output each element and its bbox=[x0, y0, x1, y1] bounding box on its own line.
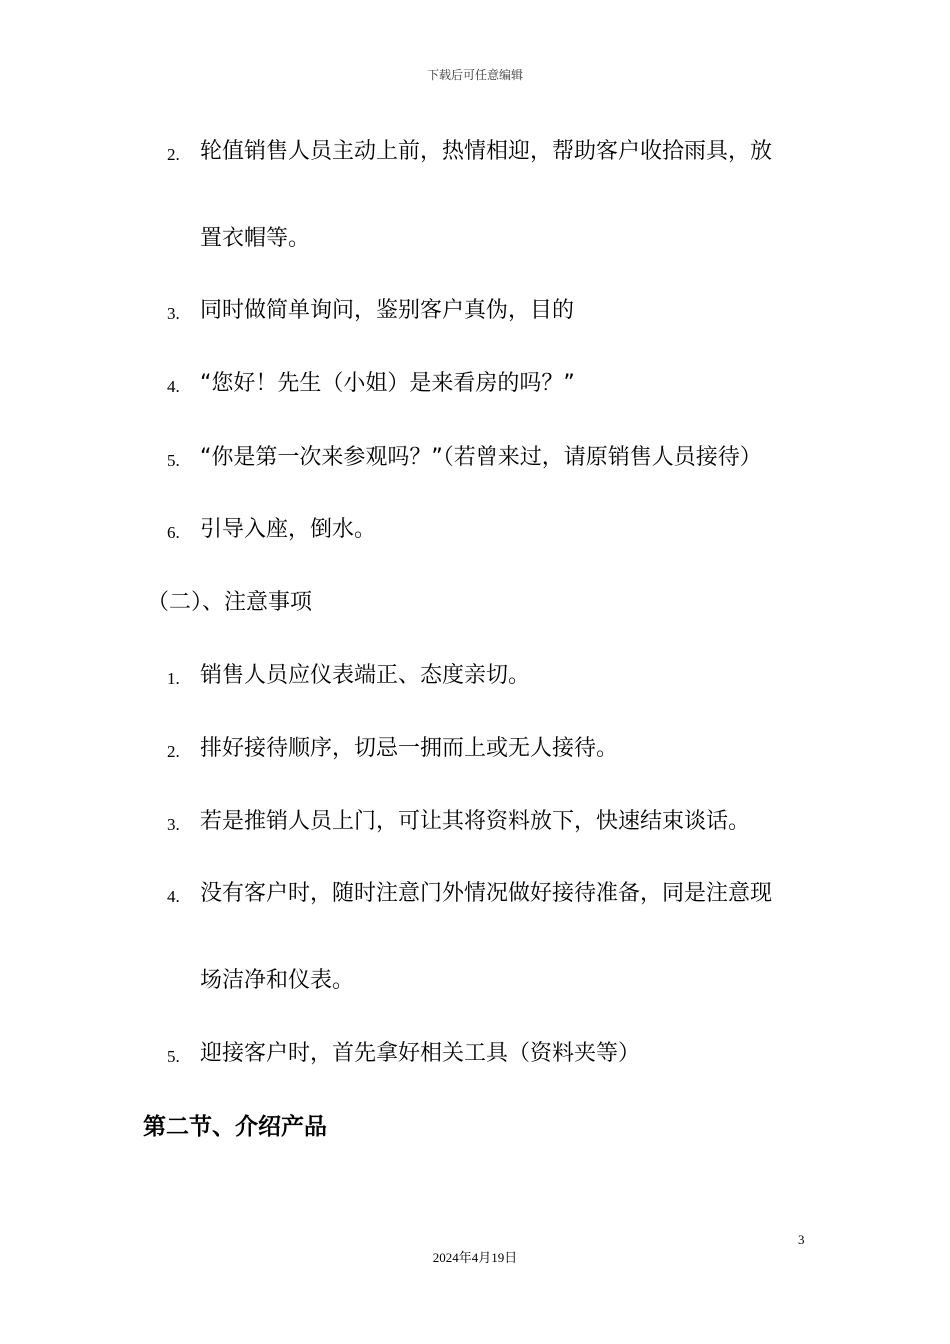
list-item-text: “您好！先生（小姐）是来看房的吗？” bbox=[200, 371, 575, 396]
list-item-number: 6. bbox=[167, 523, 180, 542]
list-item-continuation: 置衣帽等。 bbox=[200, 226, 311, 251]
list-item bbox=[0, 441, 950, 481]
list-item-number: 5. bbox=[167, 1047, 180, 1066]
list-item-number: 2. bbox=[167, 742, 180, 761]
list-item-text: 若是推销人员上门，可让其将资料放下，快速结束谈话。 bbox=[200, 809, 751, 834]
page-header: 下载后可任意编辑 bbox=[426, 68, 523, 82]
list-item-text: 没有客户时，随时注意门外情况做好接待准备，同是注意现 bbox=[200, 881, 773, 906]
list-item bbox=[0, 367, 950, 407]
page-number: 3 bbox=[798, 1232, 805, 1247]
list-item bbox=[0, 659, 950, 699]
list-item bbox=[0, 732, 950, 772]
list-item-number: 4. bbox=[167, 377, 180, 396]
list-item-number: 3. bbox=[167, 815, 180, 834]
list-item-number: 5. bbox=[167, 451, 180, 470]
list-item bbox=[0, 294, 950, 334]
list-item-number: 4. bbox=[167, 887, 180, 906]
list-item-text: 同时做简单询问，鉴别客户真伪，目的 bbox=[200, 298, 575, 323]
list-item-text: 引导入座，倒水。 bbox=[200, 517, 377, 542]
list-item bbox=[0, 513, 950, 553]
list-item-text: “你是第一次来参观吗？”（若曾来过，请原销售人员接待） bbox=[200, 445, 762, 470]
list-item-number: 2. bbox=[167, 145, 180, 164]
list-item-text: 轮值销售人员主动上前，热情相迎，帮助客户收拾雨具，放 bbox=[200, 139, 773, 164]
section-heading: 第二节、介绍产品 bbox=[143, 1114, 327, 1140]
list-item bbox=[0, 805, 950, 845]
list-item-text: 迎接客户时，首先拿好相关工具（资料夹等） bbox=[200, 1041, 641, 1066]
list-item bbox=[0, 135, 950, 175]
list-item bbox=[0, 877, 950, 917]
subheading: （二）、注意事项 bbox=[147, 590, 313, 615]
list-item bbox=[0, 1037, 950, 1077]
list-item-continuation: 场洁净和仪表。 bbox=[200, 968, 355, 993]
list-item-number: 3. bbox=[167, 304, 180, 323]
list-item-number: 1. bbox=[167, 669, 180, 688]
list-item-text: 排好接待顺序，切忌一拥而上或无人接待。 bbox=[200, 736, 619, 761]
list-item-text: 销售人员应仪表端正、态度亲切。 bbox=[200, 663, 531, 688]
footer-date: 2024年4月19日 bbox=[432, 1250, 518, 1265]
